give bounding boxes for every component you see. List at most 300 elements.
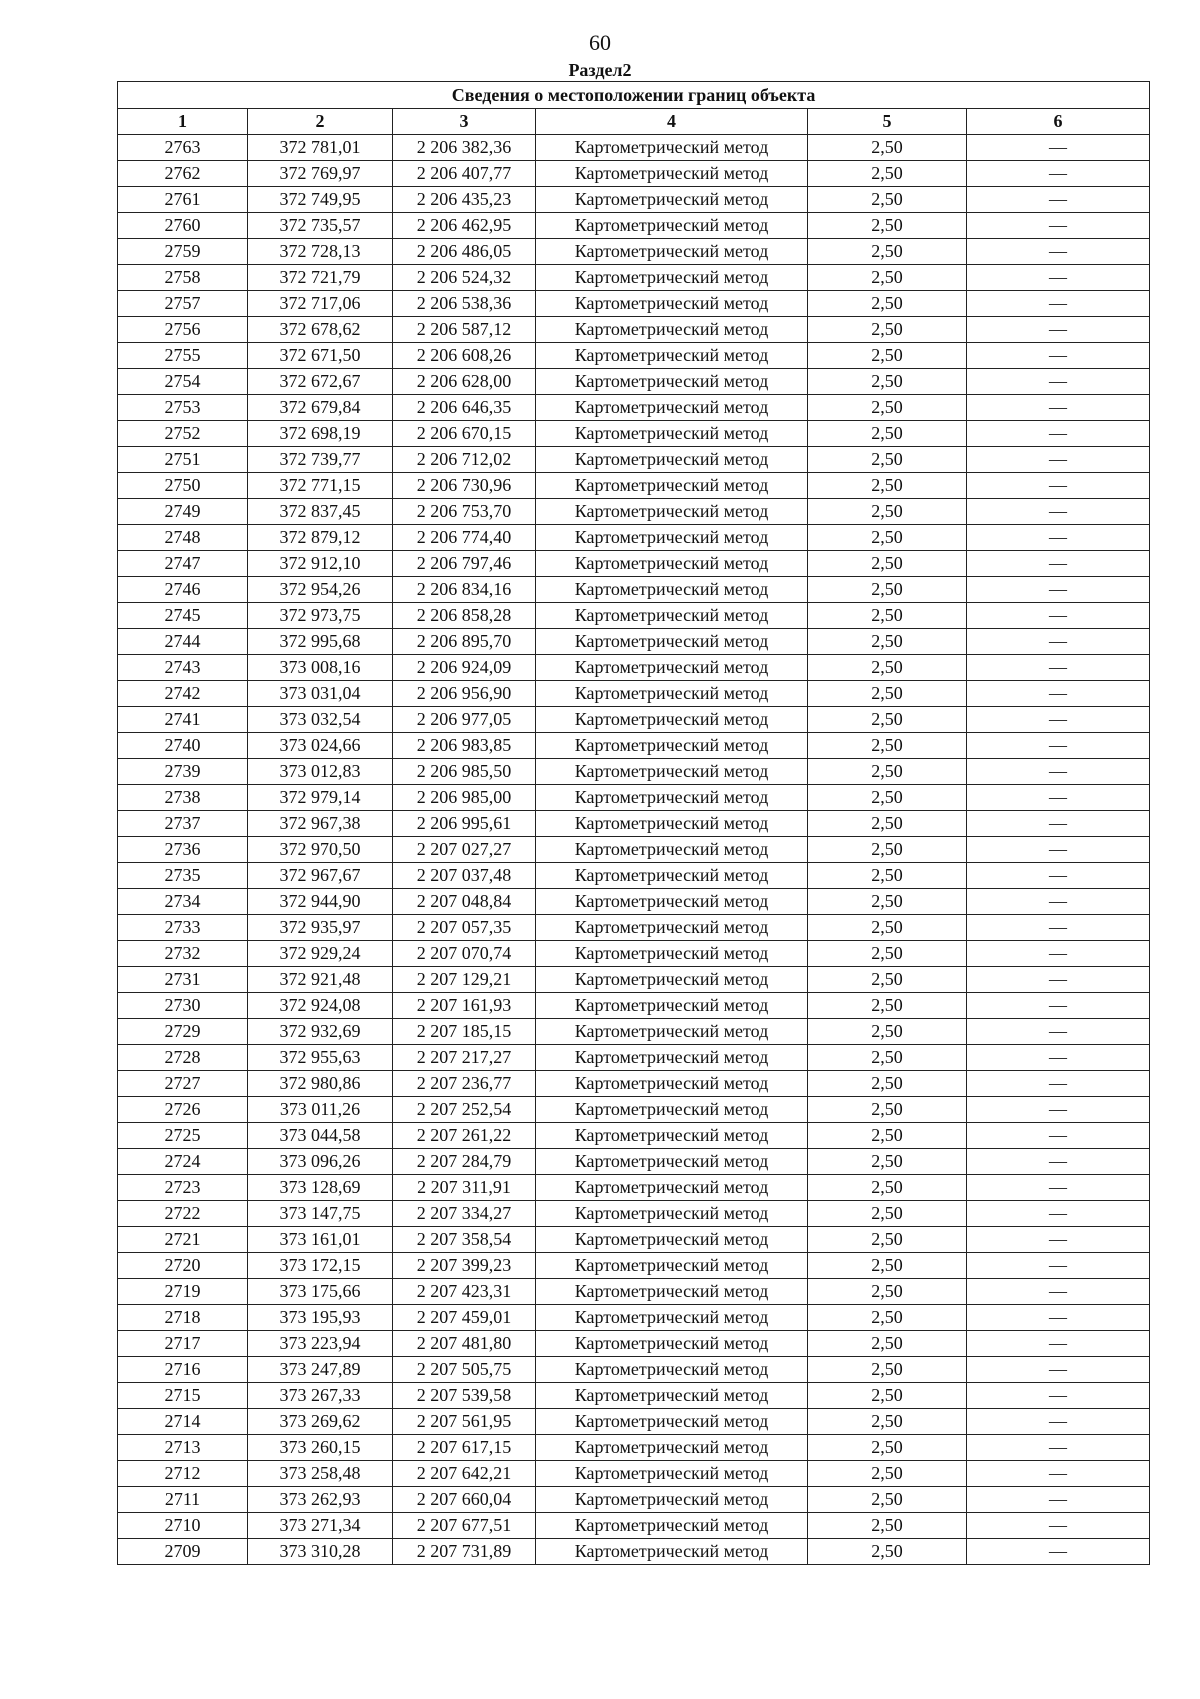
y-coordinate-cell: 2 207 129,21 [393, 967, 536, 993]
point-number-cell: 2759 [118, 239, 248, 265]
table-row [118, 1305, 1150, 1331]
column-header: 4 [536, 109, 808, 135]
description-cell: — [967, 291, 1150, 317]
method-cell: Картометрический метод [536, 551, 808, 577]
table-row [118, 1045, 1150, 1071]
point-number-cell: 2740 [118, 733, 248, 759]
point-number-cell: 2750 [118, 473, 248, 499]
x-coordinate-cell: 372 967,67 [248, 863, 393, 889]
point-number-cell: 2725 [118, 1123, 248, 1149]
table-row [118, 213, 1150, 239]
x-coordinate-cell: 372 672,67 [248, 369, 393, 395]
x-coordinate-cell: 372 912,10 [248, 551, 393, 577]
table-row [118, 1019, 1150, 1045]
description-cell: — [967, 811, 1150, 837]
point-number-cell: 2724 [118, 1149, 248, 1175]
point-number-cell: 2742 [118, 681, 248, 707]
point-number-cell: 2747 [118, 551, 248, 577]
x-coordinate-cell: 372 678,62 [248, 317, 393, 343]
y-coordinate-cell: 2 206 712,02 [393, 447, 536, 473]
x-coordinate-cell: 372 929,24 [248, 941, 393, 967]
table-row [118, 395, 1150, 421]
description-cell: — [967, 915, 1150, 941]
point-number-cell: 2709 [118, 1539, 248, 1565]
description-cell: — [967, 161, 1150, 187]
point-number-cell: 2723 [118, 1175, 248, 1201]
y-coordinate-cell: 2 206 774,40 [393, 525, 536, 551]
x-coordinate-cell: 372 980,86 [248, 1071, 393, 1097]
y-coordinate-cell: 2 207 459,01 [393, 1305, 536, 1331]
x-coordinate-cell: 373 271,34 [248, 1513, 393, 1539]
accuracy-cell: 2,50 [808, 681, 967, 707]
x-coordinate-cell: 372 970,50 [248, 837, 393, 863]
x-coordinate-cell: 372 771,15 [248, 473, 393, 499]
description-cell: — [967, 187, 1150, 213]
method-cell: Картометрический метод [536, 239, 808, 265]
accuracy-cell: 2,50 [808, 447, 967, 473]
method-cell: Картометрический метод [536, 577, 808, 603]
x-coordinate-cell: 373 008,16 [248, 655, 393, 681]
y-coordinate-cell: 2 206 983,85 [393, 733, 536, 759]
accuracy-cell: 2,50 [808, 1201, 967, 1227]
column-header: 2 [248, 109, 393, 135]
description-cell: — [967, 1279, 1150, 1305]
y-coordinate-cell: 2 206 608,26 [393, 343, 536, 369]
x-coordinate-cell: 372 739,77 [248, 447, 393, 473]
table-row [118, 447, 1150, 473]
accuracy-cell: 2,50 [808, 1539, 967, 1565]
x-coordinate-cell: 372 921,48 [248, 967, 393, 993]
y-coordinate-cell: 2 207 261,22 [393, 1123, 536, 1149]
method-cell: Картометрический метод [536, 1019, 808, 1045]
column-header: 3 [393, 109, 536, 135]
description-cell: — [967, 1227, 1150, 1253]
x-coordinate-cell: 372 954,26 [248, 577, 393, 603]
point-number-cell: 2721 [118, 1227, 248, 1253]
y-coordinate-cell: 2 207 185,15 [393, 1019, 536, 1045]
method-cell: Картометрический метод [536, 1487, 808, 1513]
x-coordinate-cell: 372 924,08 [248, 993, 393, 1019]
y-coordinate-cell: 2 206 956,90 [393, 681, 536, 707]
point-number-cell: 2717 [118, 1331, 248, 1357]
method-cell: Картометрический метод [536, 1071, 808, 1097]
method-cell: Картометрический метод [536, 681, 808, 707]
accuracy-cell: 2,50 [808, 213, 967, 239]
table-row [118, 1071, 1150, 1097]
y-coordinate-cell: 2 206 753,70 [393, 499, 536, 525]
y-coordinate-cell: 2 206 985,50 [393, 759, 536, 785]
table-row [118, 1279, 1150, 1305]
x-coordinate-cell: 373 310,28 [248, 1539, 393, 1565]
y-coordinate-cell: 2 206 730,96 [393, 473, 536, 499]
point-number-cell: 2739 [118, 759, 248, 785]
method-cell: Картометрический метод [536, 1227, 808, 1253]
accuracy-cell: 2,50 [808, 291, 967, 317]
x-coordinate-cell: 372 944,90 [248, 889, 393, 915]
method-cell: Картометрический метод [536, 499, 808, 525]
table-row [118, 1331, 1150, 1357]
y-coordinate-cell: 2 206 670,15 [393, 421, 536, 447]
accuracy-cell: 2,50 [808, 499, 967, 525]
description-cell: — [967, 1175, 1150, 1201]
point-number-cell: 2735 [118, 863, 248, 889]
y-coordinate-cell: 2 207 358,54 [393, 1227, 536, 1253]
table-row [118, 915, 1150, 941]
point-number-cell: 2758 [118, 265, 248, 291]
x-coordinate-cell: 372 955,63 [248, 1045, 393, 1071]
point-number-cell: 2738 [118, 785, 248, 811]
accuracy-cell: 2,50 [808, 1409, 967, 1435]
accuracy-cell: 2,50 [808, 525, 967, 551]
table-row [118, 655, 1150, 681]
method-cell: Картометрический метод [536, 1357, 808, 1383]
x-coordinate-cell: 373 260,15 [248, 1435, 393, 1461]
x-coordinate-cell: 373 044,58 [248, 1123, 393, 1149]
description-cell: — [967, 785, 1150, 811]
x-coordinate-cell: 372 717,06 [248, 291, 393, 317]
accuracy-cell: 2,50 [808, 1461, 967, 1487]
point-number-cell: 2743 [118, 655, 248, 681]
description-cell: — [967, 1435, 1150, 1461]
accuracy-cell: 2,50 [808, 1019, 967, 1045]
table-row [118, 889, 1150, 915]
y-coordinate-cell: 2 207 311,91 [393, 1175, 536, 1201]
method-cell: Картометрический метод [536, 811, 808, 837]
accuracy-cell: 2,50 [808, 1357, 967, 1383]
description-cell: — [967, 473, 1150, 499]
method-cell: Картометрический метод [536, 889, 808, 915]
x-coordinate-cell: 373 262,93 [248, 1487, 393, 1513]
description-cell: — [967, 863, 1150, 889]
description-cell: — [967, 369, 1150, 395]
description-cell: — [967, 603, 1150, 629]
x-coordinate-cell: 373 175,66 [248, 1279, 393, 1305]
y-coordinate-cell: 2 207 677,51 [393, 1513, 536, 1539]
table-row [118, 1409, 1150, 1435]
accuracy-cell: 2,50 [808, 343, 967, 369]
table-row [118, 967, 1150, 993]
point-number-cell: 2727 [118, 1071, 248, 1097]
accuracy-cell: 2,50 [808, 1227, 967, 1253]
method-cell: Картометрический метод [536, 1331, 808, 1357]
method-cell: Картометрический метод [536, 1279, 808, 1305]
point-number-cell: 2752 [118, 421, 248, 447]
table-row [118, 473, 1150, 499]
accuracy-cell: 2,50 [808, 1487, 967, 1513]
method-cell: Картометрический метод [536, 629, 808, 655]
description-cell: — [967, 1487, 1150, 1513]
x-coordinate-cell: 373 269,62 [248, 1409, 393, 1435]
table-row [118, 525, 1150, 551]
description-cell: — [967, 655, 1150, 681]
y-coordinate-cell: 2 207 048,84 [393, 889, 536, 915]
column-header-row [118, 109, 1150, 135]
point-number-cell: 2756 [118, 317, 248, 343]
x-coordinate-cell: 373 012,83 [248, 759, 393, 785]
description-cell: — [967, 135, 1150, 161]
x-coordinate-cell: 372 671,50 [248, 343, 393, 369]
y-coordinate-cell: 2 206 538,36 [393, 291, 536, 317]
table-row [118, 239, 1150, 265]
point-number-cell: 2711 [118, 1487, 248, 1513]
point-number-cell: 2719 [118, 1279, 248, 1305]
y-coordinate-cell: 2 207 334,27 [393, 1201, 536, 1227]
description-cell: — [967, 681, 1150, 707]
table-row [118, 681, 1150, 707]
accuracy-cell: 2,50 [808, 1097, 967, 1123]
method-cell: Картометрический метод [536, 525, 808, 551]
y-coordinate-cell: 2 206 858,28 [393, 603, 536, 629]
column-header: 6 [967, 109, 1150, 135]
method-cell: Картометрический метод [536, 447, 808, 473]
accuracy-cell: 2,50 [808, 265, 967, 291]
y-coordinate-cell: 2 207 161,93 [393, 993, 536, 1019]
description-cell: — [967, 1253, 1150, 1279]
accuracy-cell: 2,50 [808, 135, 967, 161]
y-coordinate-cell: 2 206 895,70 [393, 629, 536, 655]
x-coordinate-cell: 373 147,75 [248, 1201, 393, 1227]
y-coordinate-cell: 2 207 660,04 [393, 1487, 536, 1513]
x-coordinate-cell: 372 721,79 [248, 265, 393, 291]
accuracy-cell: 2,50 [808, 369, 967, 395]
table-row [118, 629, 1150, 655]
y-coordinate-cell: 2 206 797,46 [393, 551, 536, 577]
table-row [118, 837, 1150, 863]
y-coordinate-cell: 2 207 070,74 [393, 941, 536, 967]
method-cell: Картометрический метод [536, 135, 808, 161]
x-coordinate-cell: 373 011,26 [248, 1097, 393, 1123]
point-number-cell: 2753 [118, 395, 248, 421]
method-cell: Картометрический метод [536, 863, 808, 889]
y-coordinate-cell: 2 207 027,27 [393, 837, 536, 863]
point-number-cell: 2762 [118, 161, 248, 187]
table-row [118, 135, 1150, 161]
accuracy-cell: 2,50 [808, 187, 967, 213]
y-coordinate-cell: 2 207 037,48 [393, 863, 536, 889]
table-row [118, 603, 1150, 629]
table-row [118, 421, 1150, 447]
point-number-cell: 2730 [118, 993, 248, 1019]
description-cell: — [967, 993, 1150, 1019]
accuracy-cell: 2,50 [808, 1435, 967, 1461]
table-row [118, 1539, 1150, 1565]
method-cell: Картометрический метод [536, 837, 808, 863]
table-row [118, 733, 1150, 759]
method-cell: Картометрический метод [536, 1539, 808, 1565]
point-number-cell: 2760 [118, 213, 248, 239]
table-row [118, 1461, 1150, 1487]
point-number-cell: 2720 [118, 1253, 248, 1279]
description-cell: — [967, 1383, 1150, 1409]
table-row [118, 1097, 1150, 1123]
y-coordinate-cell: 2 207 057,35 [393, 915, 536, 941]
y-coordinate-cell: 2 207 642,21 [393, 1461, 536, 1487]
point-number-cell: 2737 [118, 811, 248, 837]
table-row [118, 1227, 1150, 1253]
method-cell: Картометрический метод [536, 317, 808, 343]
accuracy-cell: 2,50 [808, 239, 967, 265]
method-cell: Картометрический метод [536, 759, 808, 785]
accuracy-cell: 2,50 [808, 421, 967, 447]
description-cell: — [967, 213, 1150, 239]
table-row [118, 1513, 1150, 1539]
y-coordinate-cell: 2 207 481,80 [393, 1331, 536, 1357]
point-number-cell: 2729 [118, 1019, 248, 1045]
y-coordinate-cell: 2 206 462,95 [393, 213, 536, 239]
method-cell: Картометрический метод [536, 213, 808, 239]
table-row [118, 1123, 1150, 1149]
method-cell: Картометрический метод [536, 941, 808, 967]
point-number-cell: 2732 [118, 941, 248, 967]
description-cell: — [967, 265, 1150, 291]
point-number-cell: 2728 [118, 1045, 248, 1071]
table-row [118, 577, 1150, 603]
table-row [118, 291, 1150, 317]
description-cell: — [967, 1305, 1150, 1331]
accuracy-cell: 2,50 [808, 577, 967, 603]
accuracy-cell: 2,50 [808, 915, 967, 941]
description-cell: — [967, 889, 1150, 915]
description-cell: — [967, 577, 1150, 603]
point-number-cell: 2722 [118, 1201, 248, 1227]
table-row [118, 1253, 1150, 1279]
point-number-cell: 2714 [118, 1409, 248, 1435]
method-cell: Картометрический метод [536, 603, 808, 629]
point-number-cell: 2744 [118, 629, 248, 655]
description-cell: — [967, 1123, 1150, 1149]
accuracy-cell: 2,50 [808, 811, 967, 837]
method-cell: Картометрический метод [536, 395, 808, 421]
x-coordinate-cell: 373 172,15 [248, 1253, 393, 1279]
section-title: Раздел2 [568, 60, 632, 80]
point-number-cell: 2733 [118, 915, 248, 941]
method-cell: Картометрический метод [536, 1123, 808, 1149]
x-coordinate-cell: 373 258,48 [248, 1461, 393, 1487]
table-row [118, 941, 1150, 967]
y-coordinate-cell: 2 206 628,00 [393, 369, 536, 395]
accuracy-cell: 2,50 [808, 1253, 967, 1279]
y-coordinate-cell: 2 206 646,35 [393, 395, 536, 421]
y-coordinate-cell: 2 206 407,77 [393, 161, 536, 187]
x-coordinate-cell: 372 769,97 [248, 161, 393, 187]
x-coordinate-cell: 373 032,54 [248, 707, 393, 733]
table-row [118, 265, 1150, 291]
description-cell: — [967, 941, 1150, 967]
method-cell: Картометрический метод [536, 1097, 808, 1123]
method-cell: Картометрический метод [536, 1305, 808, 1331]
x-coordinate-cell: 372 967,38 [248, 811, 393, 837]
point-number-cell: 2718 [118, 1305, 248, 1331]
x-coordinate-cell: 373 161,01 [248, 1227, 393, 1253]
x-coordinate-cell: 372 679,84 [248, 395, 393, 421]
accuracy-cell: 2,50 [808, 1279, 967, 1305]
method-cell: Картометрический метод [536, 1383, 808, 1409]
method-cell: Картометрический метод [536, 1435, 808, 1461]
method-cell: Картометрический метод [536, 707, 808, 733]
point-number-cell: 2754 [118, 369, 248, 395]
y-coordinate-cell: 2 207 284,79 [393, 1149, 536, 1175]
accuracy-cell: 2,50 [808, 889, 967, 915]
accuracy-cell: 2,50 [808, 707, 967, 733]
table-row [118, 1487, 1150, 1513]
x-coordinate-cell: 373 128,69 [248, 1175, 393, 1201]
accuracy-cell: 2,50 [808, 759, 967, 785]
x-coordinate-cell: 372 935,97 [248, 915, 393, 941]
description-cell: — [967, 395, 1150, 421]
description-cell: — [967, 967, 1150, 993]
description-cell: — [967, 1019, 1150, 1045]
y-coordinate-cell: 2 206 587,12 [393, 317, 536, 343]
accuracy-cell: 2,50 [808, 317, 967, 343]
description-cell: — [967, 759, 1150, 785]
y-coordinate-cell: 2 206 486,05 [393, 239, 536, 265]
x-coordinate-cell: 373 031,04 [248, 681, 393, 707]
method-cell: Картометрический метод [536, 187, 808, 213]
method-cell: Картометрический метод [536, 1409, 808, 1435]
point-number-cell: 2736 [118, 837, 248, 863]
accuracy-cell: 2,50 [808, 837, 967, 863]
point-number-cell: 2749 [118, 499, 248, 525]
table-row [118, 811, 1150, 837]
point-number-cell: 2734 [118, 889, 248, 915]
method-cell: Картометрический метод [536, 291, 808, 317]
description-cell: — [967, 1097, 1150, 1123]
accuracy-cell: 2,50 [808, 1149, 967, 1175]
table-row [118, 499, 1150, 525]
accuracy-cell: 2,50 [808, 395, 967, 421]
description-cell: — [967, 1149, 1150, 1175]
point-number-cell: 2751 [118, 447, 248, 473]
description-cell: — [967, 421, 1150, 447]
point-number-cell: 2712 [118, 1461, 248, 1487]
method-cell: Картометрический метод [536, 655, 808, 681]
y-coordinate-cell: 2 207 505,75 [393, 1357, 536, 1383]
description-cell: — [967, 317, 1150, 343]
table-row [118, 369, 1150, 395]
accuracy-cell: 2,50 [808, 603, 967, 629]
point-number-cell: 2716 [118, 1357, 248, 1383]
table-row [118, 1435, 1150, 1461]
x-coordinate-cell: 372 995,68 [248, 629, 393, 655]
accuracy-cell: 2,50 [808, 655, 967, 681]
accuracy-cell: 2,50 [808, 733, 967, 759]
method-cell: Картометрический метод [536, 915, 808, 941]
table-row [118, 1383, 1150, 1409]
accuracy-cell: 2,50 [808, 1513, 967, 1539]
method-cell: Картометрический метод [536, 1253, 808, 1279]
accuracy-cell: 2,50 [808, 1123, 967, 1149]
x-coordinate-cell: 372 932,69 [248, 1019, 393, 1045]
table-row [118, 785, 1150, 811]
point-number-cell: 2755 [118, 343, 248, 369]
table-caption: Сведения о местоположении границ объекта [118, 82, 1150, 109]
y-coordinate-cell: 2 207 399,23 [393, 1253, 536, 1279]
x-coordinate-cell: 372 879,12 [248, 525, 393, 551]
point-number-cell: 2746 [118, 577, 248, 603]
accuracy-cell: 2,50 [808, 967, 967, 993]
point-number-cell: 2757 [118, 291, 248, 317]
method-cell: Картометрический метод [536, 967, 808, 993]
page-number: 60 [589, 30, 611, 55]
table-row [118, 187, 1150, 213]
description-cell: — [967, 1539, 1150, 1565]
accuracy-cell: 2,50 [808, 1175, 967, 1201]
x-coordinate-cell: 373 195,93 [248, 1305, 393, 1331]
accuracy-cell: 2,50 [808, 993, 967, 1019]
y-coordinate-cell: 2 206 435,23 [393, 187, 536, 213]
description-cell: — [967, 499, 1150, 525]
accuracy-cell: 2,50 [808, 941, 967, 967]
